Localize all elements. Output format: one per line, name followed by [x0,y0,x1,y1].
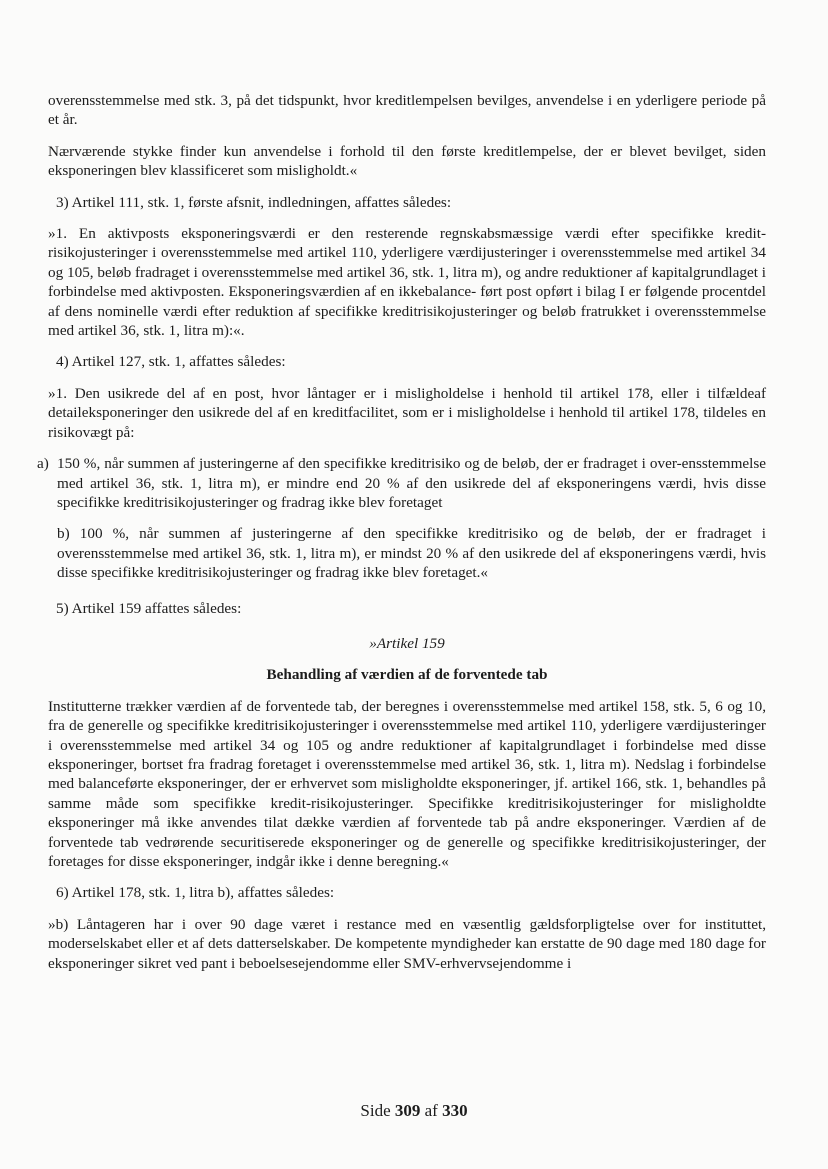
amendment-instruction: 5) Artikel 159 affattes således: [56,599,242,617]
article-heading: »Artikel 159 [369,634,445,652]
amendment-instruction: 6) Artikel 178, stk. 1, litra b), affattes således: [56,884,335,902]
list-item-b: b) 100 %, når summen af justeringerne af den specifikke kreditrisiko og de beløb, der er fradraget i overensstemmelse med artikel 36, stk. 1, litra m), er mindst 20 % af den usikrede del af eksponeringens værdi, hvis disse specifikke kreditrisikojusteringer og fradrag ikke blev foretaget.« [57,525,766,582]
footer-middle: af [424,1101,438,1120]
amendment-instruction: 3) Artikel 111, stk. 1, første afsnit, indledningen, affattes således: [56,193,452,211]
amendment-text: »1. Den usikrede del af en post, hvor låntager er i misligholdelse i henhold til artikel 178, eller i tilfældeaf detaileksponeringer den usikrede del af en kreditfacilitet, som er i misligholdelse i henhold til artikel 178, tildeles en risikovægt på: [48,384,766,441]
document-body [37,91,766,973]
article-title: Behandling af værdien af de forventede tab [266,666,548,684]
amendment-instruction: 4) Artikel 127, stk. 1, affattes således: [56,353,286,371]
article-body: Institutterne trækker værdien af de forventede tab, der beregnes i overensstemmelse med artikel 158, stk. 5, 6 og 10, fra de generelle og specifikke kreditrisikojusteringer i overensstemmelse med artikel 110, yderligere værdijusteringer i overensstemmelse med artikel 34 og 105 og andre reduktioner af kapitalgrundlaget i forbindelse med disse eksponeringer, bortset fra fradrag foretaget i overensstemmelse med artikel 36, stk. 1, litra m). Nedslag i forbindelse med balanceførte eksponeringer, der er erhvervet som misligholdte eksponeringer, jf. artikel 166, stk. 1, behandles på samme måde som specifikke kredit-risikojusteringer. Specifikke kreditrisikojusteringer for misligholdte eksponeringer må ikke anvendes tilat dække værdien af forventede tab på andre eksponeringer. Værdien af de forventede tab vedrørende securitiserede eksponeringer og de generelle og specifikke kreditrisikojusteringer, der foretages for disse eksponeringer, indgår ikke i denne beregning.« [48,697,766,870]
total-pages-number: 330 [442,1101,468,1120]
current-page-number: 309 [394,1101,421,1120]
list-item-label: a) [37,455,49,473]
page-footer [0,1101,828,1121]
amendment-text: »b) Låntageren har i over 90 dage været i restance med en væsentlig gældsforpligtelse over for instituttet, moderselskabet eller et af dets datterselskaber. De kompetente myndigheder kan erstatte de 90 dage med 180 dage for eksponeringer sikret ved pant i beboelsesejendomme eller SMV-erhvervsejendomme i [48,915,766,972]
paragraph: Nærværende stykke finder kun anvendelse i forhold til den første kreditlempelse, der er blevet bevilget, siden eksponeringen blev klassificeret som misligholdt.« [48,142,766,180]
footer-prefix: Side [360,1101,391,1120]
list-item-text: 150 %, når summen af justeringerne af den specifikke kreditrisiko og de beløb, der er fradraget i over-ensstemmelse med artikel 36, stk. 1, litra m), er mindre end 20 % af den usikrede del af eksponeringens værdi, hvis disse specifikke kreditrisikojusteringer og fradrag ikke blev foretaget [57,455,766,511]
amendment-text: »1. En aktivposts eksponeringsværdi er den resterende regnskabsmæssige værdi efter specifikke kredit-risikojusteringer i overensstemmelse med artikel 110, yderligere værdijusteringer i overensstemmelse med artikel 34 og 105, beløb fradraget i overensstemmelse med artikel 36, stk. 1, litra m), og andre reduktioner af kapitalgrundlaget i forbindelse med aktivposten. Eksponeringsværdien af en ikkebalance- ført post opført i bilag I er følgende procentdel af dens nominelle værdi efter reduktion af specifikke kreditrisikojusteringer og beløb fratrukket i overensstemmelse med artikel 36, stk. 1, litra m):«. [48,225,766,340]
paragraph: overensstemmelse med stk. 3, på det tidspunkt, hvor kreditlempelsen bevilges, anvendelse i en yderligere periode på et år. [48,92,766,129]
list-item-a [37,454,766,512]
